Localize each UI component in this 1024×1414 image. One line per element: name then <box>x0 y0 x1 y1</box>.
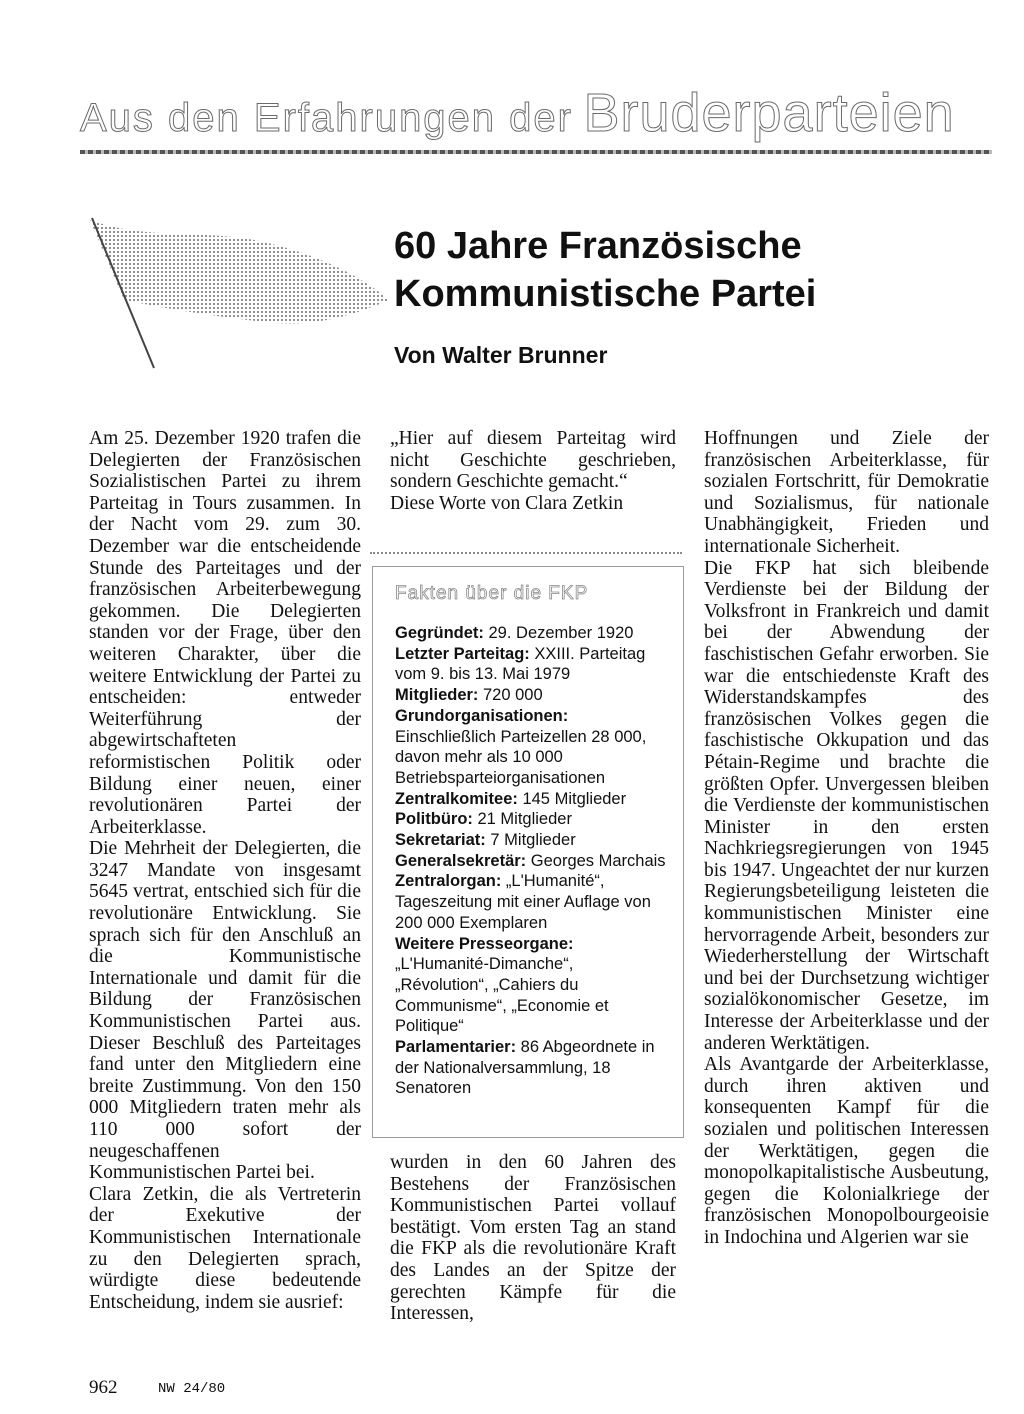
fact-label: Zentralkomitee: <box>395 789 518 808</box>
fact-value: 720 000 <box>478 686 543 705</box>
fact-label: Politbüro: <box>395 810 473 829</box>
paragraph: Clara Zetkin, die als Vertreterin der Exekutive der Kommunistischen Internationale zu den Delegierten sprach, würdigte diese bedeutende Entscheidung, indem sie ausrief: <box>89 1183 361 1313</box>
paragraph: Die FKP hat sich bleibende Verdienste bei der Bildung der Volksfront in Frankreich und damit bei der Abwendung der faschistischen Gefahr erworben. Sie war die entschiedenste Kraft des Widerstandskampfes des französischen Volkes gegen die faschistische Okkupation und das Pétain-Regime und brachte die größten Opfer. Unvergessen bleiben die Verdienste der kommunistischen Minister in den ersten Nachkriegsregierungen von 1945 bis 1947. Ungeachtet der nur kurzen Regierungsbeteiligung leisteten die kommunistischen Minister eine hervorragende Arbeit, besonders zur Wiederherstellung der Wirtschaft und bei der Durchsetzung wichtiger sozialökonomischer Gesetze, im Interesse der Arbeiterklasse und der anderen Werktätigen. <box>704 557 989 1054</box>
fact-label: Parlamentarier: <box>395 1038 517 1057</box>
paragraph: Am 25. Dezember 1920 trafen die Delegierten der Französischen Sozialistischen Partei zu ihrem Parteitag in Tours zusammen. In der Nacht vom 29. zum 30. Dezember war die entscheidende Stunde des Parteitages und der französischen Arbeiterbewegung gekommen. Die Delegierten standen vor der Frage, über den weiteren Charakter, über die weitere Entwicklung der Partei zu entscheiden: entweder Weiterführung der abgewirtschafteten reformistischen Politik oder Bildung einer neuen, einer revolutionären Partei der Arbeiterklasse. <box>89 428 361 838</box>
fact-value: 145 Mitglieder <box>517 789 627 808</box>
facts-box-title: Fakten über die FKP <box>395 583 589 604</box>
fact-value: „L'Humanité-Dimanche“, „Révolution“, „Cahiers du Communisme“, „Economie et Politique“ <box>395 955 609 1036</box>
fact-label: Zentralorgan: <box>395 872 502 891</box>
article-column-1 <box>89 428 361 1313</box>
fact-item <box>395 789 671 810</box>
fact-item <box>395 685 671 706</box>
fact-value: 7 Mitglieder <box>485 831 576 850</box>
fact-item <box>395 706 671 789</box>
fact-value: 86 Abgeordnete in der Nationalversammlung, 18 Senatoren <box>395 1038 655 1098</box>
fact-value: 21 Mitglieder <box>472 810 572 829</box>
fact-label: Generalsekretär: <box>395 851 527 870</box>
fact-label: Sekretariat: <box>395 831 486 850</box>
fact-label: Gegründet: <box>395 624 484 642</box>
kicker-big-text: Bruderparteien <box>583 83 955 143</box>
fact-value: 29. Dezember 1920 <box>483 624 634 642</box>
article-headline <box>394 222 994 318</box>
fact-label: Letzter Parteitag: <box>395 644 530 663</box>
paragraph: Hoffnungen und Ziele der französischen Arbeiterklasse, für sozialen Fortschritt, für Demokratie und Sozialismus, für nationale Unabhängigkeit, Frieden und internationale Sicherheit. <box>704 428 989 557</box>
article-column-3 <box>704 428 989 1249</box>
headline-line-1: 60 Jahre Französische <box>394 225 802 267</box>
flag-cloth <box>90 220 389 323</box>
fact-item <box>395 644 671 685</box>
fact-item <box>395 1037 671 1099</box>
fact-label: Mitglieder: <box>395 686 479 705</box>
article-column-2-bottom <box>390 1152 676 1325</box>
paragraph: wurden in den 60 Jahren des Bestehens der Französischen Kommunistischen Partei vollauf bestätigt. Vom ersten Tag an stand die FKP als die revolutionäre Kraft des Landes an der Spitze der gerechten Kämpfe für die Interessen, <box>390 1152 676 1325</box>
kicker-small-text: Aus den Erfahrungen der <box>80 96 573 140</box>
fact-value: Einschließlich Parteizellen 28 000, davon mehr als 10 000 Betriebsparteiorganisationen <box>395 727 647 787</box>
fact-item <box>395 809 671 830</box>
paragraph: Diese Worte von Clara Zetkin <box>390 492 624 514</box>
page-number: 962 <box>89 1377 118 1398</box>
fact-label: Grundorganisationen: <box>395 706 569 725</box>
quote-paragraph: „Hier auf diesem Parteitag wird nicht Geschichte geschrieben, sondern Geschichte gemacht.“ <box>390 428 676 493</box>
section-kicker <box>80 82 992 143</box>
flag-illustration <box>84 210 394 370</box>
fact-value: Georges Marchais <box>526 851 666 870</box>
article-column-2-top <box>390 428 676 514</box>
paragraph: Die Mehrheit der Delegierten, die 3247 Mandate von insgesamt 5645 vertrat, entschied sich für die revolutionäre Entwicklung. Sie sprach sich für den Anschluß an die Kommunistische Internationale und damit für die Bildung der Französischen Kommunistischen Partei aus. Dieser Beschluß des Parteitages fand unter den Mitgliedern eine breite Zustimmung. Von den 150 000 Mitgliedern traten mehr als 110 000 sofort der neugeschaffenen Kommunistischen Partei bei. <box>89 838 361 1184</box>
facts-box <box>372 566 684 1138</box>
article-byline: Von Walter Brunner <box>394 342 608 368</box>
fact-label: Weitere Presseorgane: <box>395 934 574 953</box>
fact-value: XXIII. Parteitag vom 9. bis 13. Mai 1979 <box>395 644 646 684</box>
facts-list <box>395 623 671 1099</box>
kicker-divider <box>80 150 992 154</box>
quote-divider <box>370 552 682 554</box>
fact-item <box>395 623 671 644</box>
fact-value: „L'Humanité“, Tageszeitung mit einer Auflage von 200 000 Exemplaren <box>395 872 651 932</box>
fact-item <box>395 871 671 933</box>
headline-line-2: Kommunistische Partei <box>394 273 817 315</box>
paragraph: Als Avantgarde der Arbeiterklasse, durch ihren aktiven und konsequenten Kampf für die sozialen und politischen Interessen der Werktätigen, gegen die monopolkapitalistische Ausbeutung, gegen die Kolonialkriege der französischen Monopolbourgeoisie in Indochina und Algerien war sie <box>704 1054 989 1248</box>
fact-item <box>395 851 671 872</box>
fact-item <box>395 830 671 851</box>
issue-reference: NW 24/80 <box>158 1381 226 1397</box>
fact-item <box>395 934 671 1038</box>
